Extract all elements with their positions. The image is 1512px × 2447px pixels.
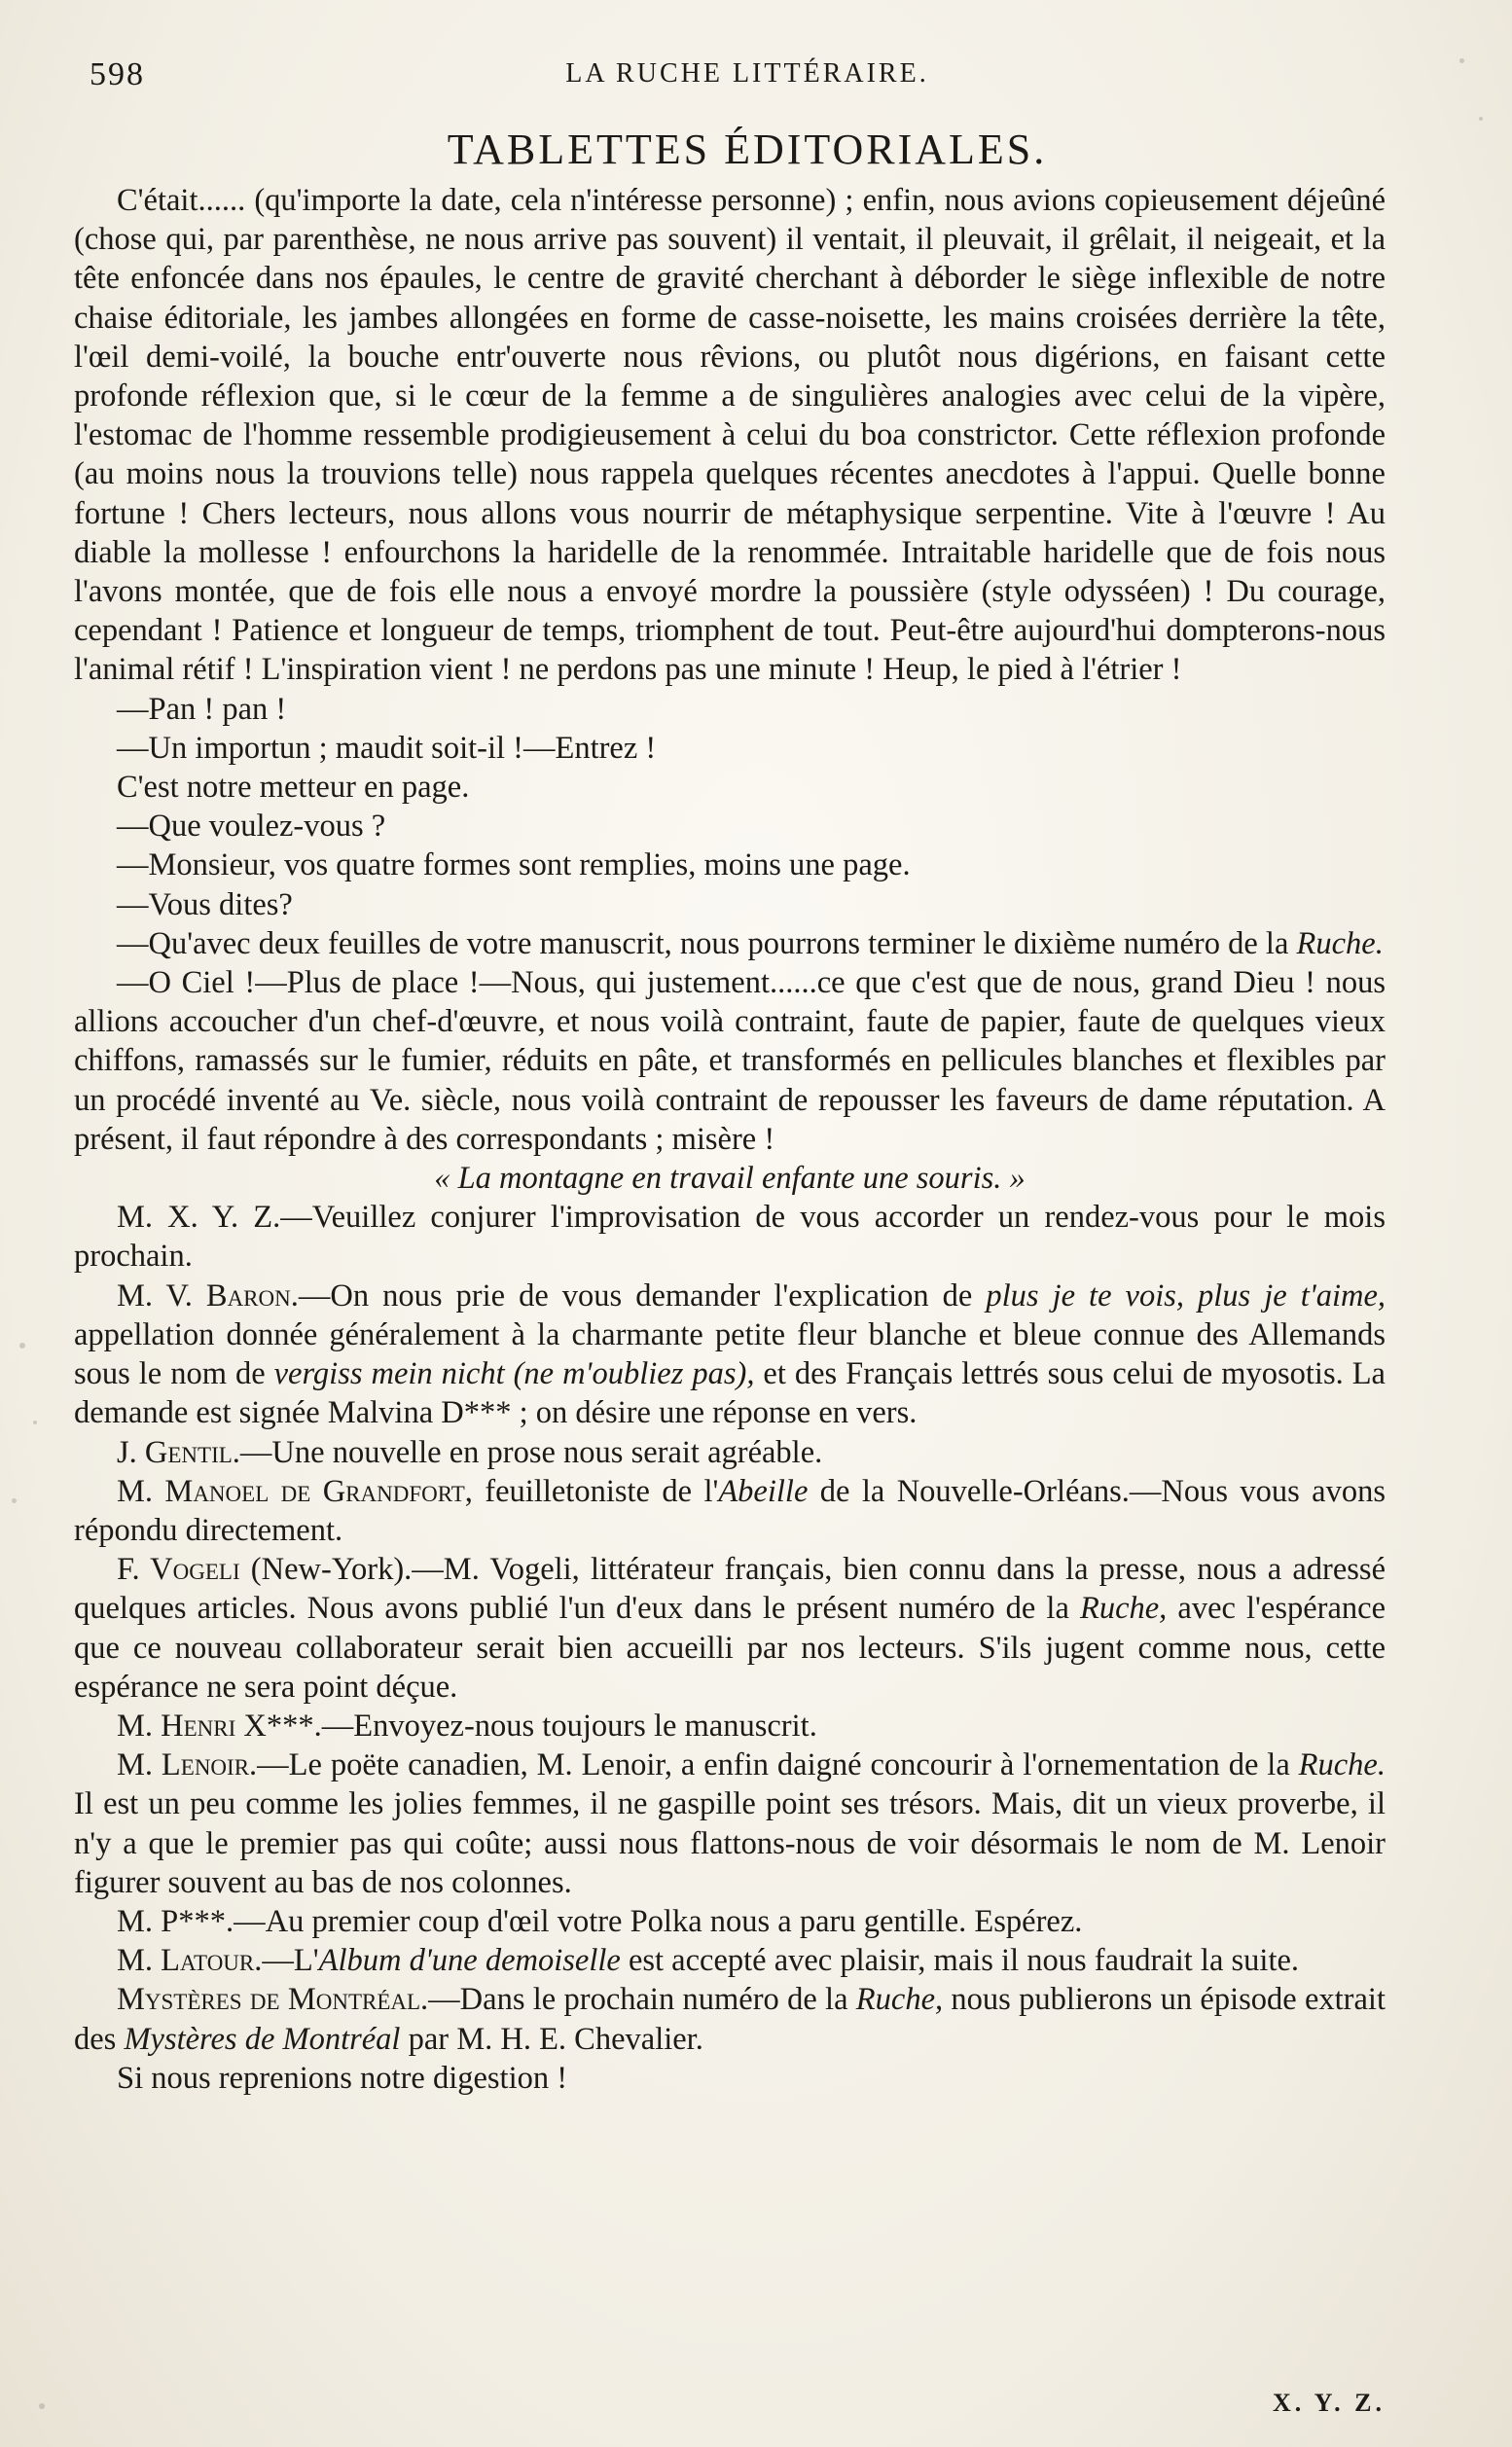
correspondent-reply: —Dans le prochain numéro de la [428, 1982, 856, 2018]
dialogue-line: —Vous dites? [117, 886, 293, 922]
dialogue-line: —Monsieur, vos quatre formes sont remplies, moins une page. [117, 847, 911, 883]
correspondent-entry [74, 1745, 1386, 1902]
correspondent-reply: Il est un peu comme les jolies femmes, il ne gaspille point ses trésors. Mais, dit un vieux proverbe, il n'y a que le premier pas qui coûte; aussi nous flattons-nous de voir désormais le nom de M. Lenoir figurer souvent au bas de nos colonnes. [74, 1786, 1386, 1900]
correspondent-entry [74, 1707, 1386, 1745]
correspondent-reply: —Une nouvelle en prose nous serait agréable. [239, 1434, 823, 1470]
dialogue-line: —Un importun ; maudit soit-il !—Entrez ! [117, 730, 657, 766]
correspondent-reply: —Veuillez conjurer l'improvisation de vous accorder un rendez-vous pour le mois prochain. [74, 1200, 1386, 1275]
article-body [74, 181, 1386, 2098]
correspondent-reply: —Envoyez-nous toujours le manuscrit. [321, 1708, 817, 1744]
correspondent-entry [74, 1198, 1386, 1276]
correspondent-reply: —On nous prie de vous demander l'explication de [298, 1277, 987, 1313]
journal-title: Ruche, [1079, 1591, 1168, 1627]
german-phrase: vergiss mein nicht (ne m'oubliez pas), [273, 1356, 755, 1392]
work-title: Album d'une demoiselle [318, 1943, 621, 1979]
correspondent-name: M. Manoel de Grandfort, [117, 1473, 473, 1509]
correspondent-reply: —L' [262, 1943, 319, 1979]
correspondent-reply: nous publierons un épisode extrait des [74, 1982, 1386, 2057]
dialogue-line: —Pan ! pan ! [117, 691, 287, 727]
correspondent-reply: de la Nouvelle-Orléans.—Nous vous avons répondu directement. [74, 1473, 1386, 1548]
correspondent-reply: est accepté avec plaisir, mais il nous faudrait la suite. [620, 1943, 1300, 1979]
dialogue-line [74, 924, 1386, 963]
dialogue-text: —Qu'avec deux feuilles de votre manuscrit, nous pourrons terminer le dixième numéro de la [117, 925, 1297, 961]
journal-title: Ruche, [855, 1982, 944, 2018]
correspondent-reply: feuilletoniste de l' [472, 1473, 719, 1509]
correspondent-entry [74, 1472, 1386, 1550]
print-speck [33, 1421, 37, 1424]
print-speck [12, 1498, 17, 1503]
correspondent-name: M. X. Y. Z. [117, 1200, 281, 1236]
correspondent-reply: par M. H. E. Chevalier. [400, 2021, 703, 2057]
print-speck [1459, 58, 1464, 63]
correspondent-reply: et des Français lettrés sous celui de myosotis. La demande est signée Malvina D*** ; on désire une réponse en vers. [74, 1356, 1386, 1431]
correspondent-name: M. Lenoir. [117, 1747, 258, 1783]
section-title: TABLETTES ÉDITORIALES. [447, 126, 1048, 173]
correspondent-name: M. P***. [117, 1903, 234, 1939]
correspondent-name: M. Latour. [117, 1943, 263, 1979]
journal-title: Ruche. [1298, 1747, 1386, 1783]
correspondent-entry [74, 1941, 1386, 1980]
correspondent-reply: (New-York).—M. Vogeli, littérateur français, bien connu dans la presse, nous a adressé quelques articles. Nous avons publié l'un d'eux dans le présent numéro de la [74, 1552, 1386, 1627]
correspondent-name: M. Henri X***. [117, 1708, 322, 1744]
correspondent-name: M. V. Baron. [117, 1277, 299, 1313]
work-title: Mystères de Montréal [124, 2021, 401, 2057]
closing-line: Si nous reprenions notre digestion ! [117, 2060, 568, 2096]
correspondent-reply: appellation donnée généralement à la charmante petite fleur blanche et bleue connue des Allemands sous le nom de [74, 1316, 1386, 1392]
print-speck [19, 1343, 25, 1349]
correspondent-reply: avec l'espérance que ce nouveau collaborateur serait bien accueilli par nos lecteurs. S'ils jugent comme nous, cette espérance ne sera point déçue. [74, 1591, 1386, 1705]
correspondent-name: Mystères de Montréal. [117, 1982, 429, 2018]
print-speck [1479, 117, 1483, 121]
running-head: LA RUCHE LITTÉRAIRE. [565, 58, 929, 89]
correspondent-reply: —Au premier coup d'œil votre Polka nous a paru gentille. Espérez. [234, 1903, 1083, 1939]
correspondent-name: J. Gentil. [117, 1434, 240, 1470]
correspondent-entry [74, 1277, 1386, 1433]
intro-paragraph: C'était...... (qu'importe la date, cela n'intéresse personne) ; enfin, nous avions copieusement déjeûné (chose qui, par parenthèse, ne nous arrive pas souvent) il ventait, il pleuvait, il grêlait, il neigeait, et la tête enfoncée dans nos épaules, le centre de gravité cherchant à déborder le siège inflexible de notre chaise éditoriale, les jambes allongées en forme de casse-noisette, les mains croisées derrière la tête, l'œil demi-voilé, la bouche entr'ouverte nous rêvions, ou plutôt nous digérions, en faisant cette profonde réflexion que, si le cœur de la femme a de singulières analogies avec celui de la vipère, l'estomac de l'homme ressemble prodigieusement à celui du boa constrictor. Cette réflexion profonde (au moins nous la trouvions telle) nous rappela quelques récentes anecdotes à l'appui. Quelle bonne fortune ! Chers lecteurs, nous allons vous nourrir de métaphysique serpentine. Vite à l'œuvre ! Au diable la mollesse ! enfourchons la haridelle de la renommée. Intraitable haridelle que de fois nous l'avons montée, que de fois elle nous a envoyé mordre la poussière (style odysséen) ! Du courage, cependant ! Patience et longueur de temps, triomphent de tout. Peut-être aujourd'hui dompterons-nous l'animal rétif ! L'inspiration vient ! ne perdons pas une minute ! Heup, le pied à l'étrier ! [74, 183, 1386, 688]
newspaper-title: Abeille [718, 1473, 809, 1509]
signature: X. Y. Z. [1272, 2389, 1386, 2417]
page-header [90, 49, 1405, 97]
flower-name-phrase: plus je te vois, plus je t'aime, [986, 1277, 1386, 1313]
dialogue-line: —Que voulez-vous ? [117, 809, 386, 845]
dialogue-line: C'est notre metteur en page. [117, 770, 470, 806]
page-number: 598 [90, 56, 145, 92]
correspondent-reply: —Le poëte canadien, M. Lenoir, a enfin daigné concourir à l'ornementation de la [257, 1747, 1299, 1783]
proverb-quote: « La montagne en travail enfante une souris. » [434, 1161, 1026, 1197]
correspondent-name: F. Vogeli [117, 1552, 240, 1588]
correspondent-entry [74, 1902, 1386, 1941]
print-speck [39, 2403, 45, 2409]
lament-paragraph: —O Ciel !—Plus de place !—Nous, qui justement......ce que c'est que de nous, grand Dieu ! nous allions accoucher d'un chef-d'œuvre, et nous voilà contraint, faute de papier, faute de quelques vieux chiffons, ramassés sur le fumier, réduits en pâte, et transformés en pellicules blanches et flexibles par un procédé inventé au Ve. siècle, nous voilà contraint de repousser les faveurs de dame réputation. A présent, il faut répondre à des correspondants ; misère ! [74, 965, 1386, 1157]
journal-title: Ruche. [1296, 925, 1384, 961]
correspondent-entry [74, 1550, 1386, 1707]
correspondent-entry [74, 1433, 1386, 1472]
correspondent-entry [74, 1980, 1386, 2058]
